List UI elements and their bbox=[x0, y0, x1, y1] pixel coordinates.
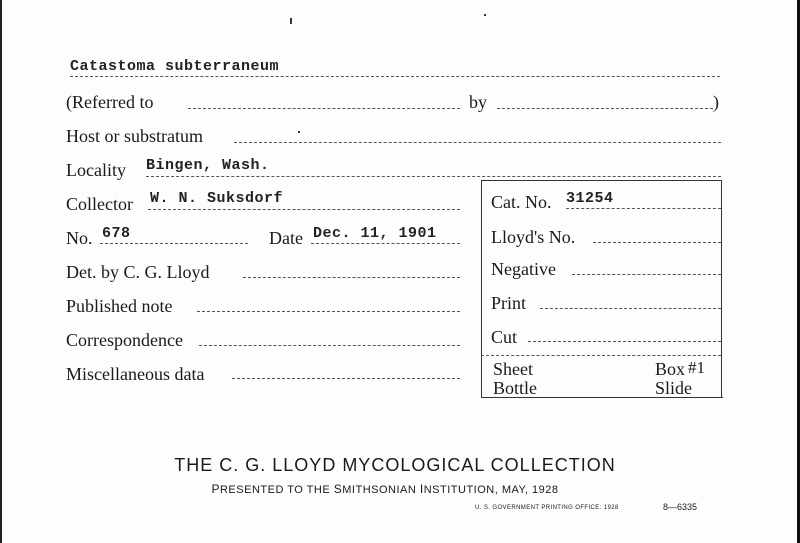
no-label: No. bbox=[66, 228, 93, 248]
published-note-line bbox=[197, 311, 460, 312]
lloyds-no-line bbox=[593, 242, 721, 243]
print-label: Print bbox=[491, 293, 527, 313]
subtitle-initial-s: S bbox=[333, 482, 343, 496]
collector-label: Collector bbox=[66, 194, 133, 214]
cut-line bbox=[528, 341, 721, 342]
subtitle-initial-i: I bbox=[419, 482, 424, 496]
by-label: by bbox=[469, 92, 487, 112]
species-name: Catastoma subterraneum bbox=[70, 58, 280, 75]
date-value: Dec. 11, 1901 bbox=[313, 225, 437, 242]
referred-close-paren: ) bbox=[713, 92, 719, 112]
catalog-box-right bbox=[721, 180, 722, 397]
host-line bbox=[234, 142, 721, 143]
box-label: Box bbox=[655, 359, 686, 379]
correspondence-label: Correspondence bbox=[66, 330, 183, 350]
correspondence-line bbox=[199, 345, 460, 346]
by-line bbox=[497, 108, 713, 109]
subtitle-part-1: RESENTED TO THE bbox=[219, 484, 334, 496]
det-by-line bbox=[243, 277, 460, 278]
ink-speck bbox=[298, 131, 300, 133]
catalog-box-top bbox=[481, 180, 721, 181]
bottle-label: Bottle bbox=[493, 378, 537, 398]
locality-line bbox=[146, 176, 721, 177]
ink-speck bbox=[484, 14, 486, 16]
negative-label: Negative bbox=[491, 259, 556, 279]
subtitle-part-3: NSTITUTION, MAY, 1928 bbox=[423, 484, 559, 496]
host-label: Host or substratum bbox=[66, 126, 203, 146]
catalog-box-left bbox=[481, 180, 482, 397]
cat-no-label: Cat. No. bbox=[491, 192, 552, 212]
referred-to-label: (Referred to bbox=[66, 92, 154, 112]
misc-data-line bbox=[232, 378, 460, 379]
no-value: 678 bbox=[102, 225, 131, 242]
collection-subtitle bbox=[0, 482, 770, 496]
box-value: #1 bbox=[688, 358, 705, 377]
cat-no-line bbox=[566, 208, 721, 209]
catalog-box-separator bbox=[481, 355, 721, 356]
misc-data-label: Miscellaneous data bbox=[66, 364, 205, 384]
print-line bbox=[540, 308, 721, 309]
lloyds-no-label: Lloyd's No. bbox=[491, 227, 576, 247]
subtitle-part-2: MITHSONIAN bbox=[342, 484, 420, 496]
published-note-label: Published note bbox=[66, 296, 173, 316]
cat-no-value: 31254 bbox=[566, 190, 614, 207]
date-line bbox=[311, 243, 460, 244]
no-line bbox=[100, 243, 248, 244]
form-code: 8—6335 bbox=[663, 502, 698, 512]
subtitle-initial-p: P bbox=[211, 482, 220, 496]
referred-to-line bbox=[188, 108, 460, 109]
collector-value: W. N. Suksdorf bbox=[150, 190, 284, 207]
locality-value: Bingen, Wash. bbox=[146, 157, 270, 174]
det-by-label: Det. by C. G. Lloyd bbox=[66, 262, 210, 282]
ink-speck bbox=[290, 18, 292, 24]
collection-title: THE C. G. LLOYD MYCOLOGICAL COLLECTION bbox=[174, 455, 616, 475]
negative-line bbox=[572, 274, 721, 275]
locality-label: Locality bbox=[66, 160, 126, 180]
species-name-line bbox=[70, 76, 720, 77]
date-label: Date bbox=[269, 228, 303, 248]
collector-line bbox=[148, 209, 460, 210]
slide-label: Slide bbox=[655, 378, 693, 398]
sheet-label: Sheet bbox=[493, 359, 533, 379]
cut-label: Cut bbox=[491, 327, 518, 347]
printing-office-imprint: U. S. GOVERNMENT PRINTING OFFICE: 1928 bbox=[475, 505, 619, 511]
